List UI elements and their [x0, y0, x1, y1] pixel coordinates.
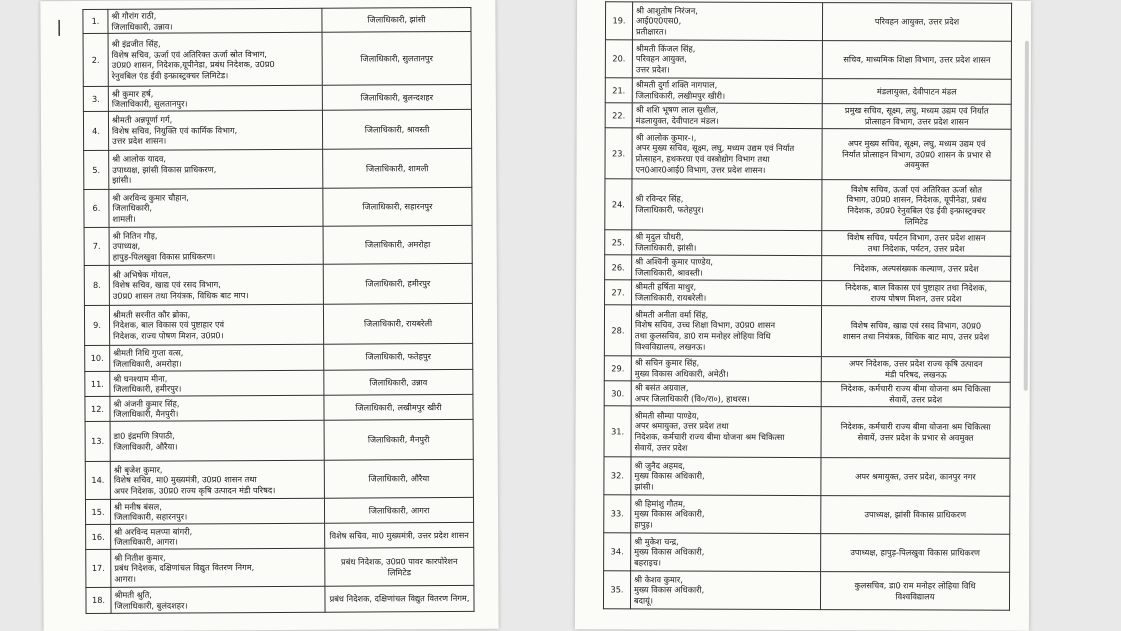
- table-row: [84, 264, 472, 306]
- serial-number-cell: 2.: [83, 34, 108, 87]
- table-row: [86, 586, 474, 614]
- officer-cell: श्रीमती सरनीत कौर ब्रोका, निदेशक, बाल विकास एवं पुष्टाहार एवं निदेशक, राज्य पोषण मिशन, उ0प्र0।: [109, 304, 323, 345]
- table-row: [83, 7, 471, 33]
- new-posting-cell: जिलाधिकारी, फतेहपुर: [324, 344, 473, 371]
- officer-cell: श्री गौरांग राठी, जिलाधिकारी, उन्नाव।: [108, 8, 322, 33]
- officer-cell: श्री रविन्दर सिंह, जिलाधिकारी, फतेहपुर।: [632, 179, 822, 231]
- new-posting-cell: जिलाधिकारी, शामली: [323, 149, 472, 189]
- table-row: [83, 85, 471, 112]
- new-posting-cell: जिलाधिकारी, लखीमपुर खीरी: [324, 395, 473, 421]
- table-row: [604, 533, 1010, 572]
- officer-cell: श्रीमती दुर्गा शक्ति नागपाल, जिलाधिकारी, लखीमपुर खीरी।: [632, 78, 822, 104]
- serial-number-cell: 34.: [604, 533, 631, 571]
- table-row: [605, 255, 1011, 281]
- table-row: [83, 32, 471, 87]
- serial-number-cell: 22.: [605, 103, 632, 128]
- table-row: [605, 103, 1011, 129]
- new-posting-cell: सचिव, माध्यमिक शिक्षा विभाग, उत्तर प्रदेश शासन: [822, 41, 1011, 80]
- table-row: [605, 230, 1011, 256]
- new-posting-cell: प्रमुख सचिव, सूक्ष्म, लघु, मध्यम उद्यम एवं निर्यात प्रोत्साहन विभाग, उत्तर प्रदेश शासन: [822, 104, 1011, 130]
- officer-cell: श्री मुकेश चन्द्र, मुख्य विकास अधिकारी, बहराइच।: [631, 533, 821, 572]
- serial-number-cell: 21.: [605, 78, 632, 103]
- table-row: [85, 344, 473, 372]
- new-posting-cell: जिलाधिकारी, झांसी: [322, 7, 471, 32]
- officer-cell: श्री नितिन गौड़, उपाध्यक्ष, हापुड़-पिलखुवा विकास प्राधिकरण।: [109, 226, 323, 265]
- officer-cell: श्रीमती अनीता वर्मा सिंह, विशेष सचिव, उच्च शिक्षा विभाग, उ0प्र0 शासन तथा कुलसचिव, डा0 राम मनोहर लोहिया विधि विश्वविद्यालय, लखनऊ।: [631, 305, 821, 357]
- new-posting-cell: जिलाधिकारी, मैनपुरी: [324, 420, 473, 461]
- table-row: [84, 188, 472, 228]
- serial-number-cell: 30.: [604, 381, 631, 406]
- table-row: [86, 523, 474, 550]
- new-posting-cell: जिलाधिकारी, सहारनपुर: [323, 188, 472, 227]
- serial-number-cell: 9.: [84, 306, 109, 346]
- table-row: [85, 370, 473, 397]
- new-posting-cell: प्रबंध निदेशक, दक्षिणांचल विद्युत वितरण निगम,: [325, 586, 474, 613]
- new-posting-cell: जिलाधिकारी, सुलतानपुर: [322, 32, 471, 86]
- page-scrollbar[interactable]: [1024, 41, 1029, 391]
- new-posting-cell: उपाध्यक्ष, झांसी विकास प्राधिकरण: [821, 496, 1010, 535]
- table-row: [85, 420, 473, 462]
- new-posting-cell: विशेष सचिव, खाद्य एवं रसद विभाग, उ0प्र0 शासन तथा नियंत्रक, विधिक बाट माप, उत्तर प्रदेश: [821, 306, 1010, 358]
- table-row: [85, 395, 473, 422]
- table-row: [85, 498, 473, 525]
- officer-cell: श्री नितीश कुमार, प्रबंध निदेशक, दक्षिणांचल विद्युत वितरण निगम, आगरा।: [111, 548, 325, 587]
- new-posting-cell: निदेशक, बाल विकास एवं पुष्टाहार तथा निदेशक, राज्य पोषण मिशन, उत्तर प्रदेश: [822, 281, 1011, 307]
- transfer-table-right: [603, 1, 1012, 610]
- table-row: [605, 128, 1011, 180]
- new-posting-cell: निदेशक, कर्मचारी राज्य बीमा योजना श्रम चिकित्सा सेवायें, उत्तर प्रदेश: [821, 382, 1010, 408]
- table-row: [605, 179, 1011, 231]
- serial-number-cell: 32.: [604, 457, 631, 495]
- new-posting-cell: जिलाधिकारी, बुलन्दशहर: [322, 85, 471, 111]
- serial-number-cell: 18.: [86, 588, 111, 614]
- officer-cell: श्री अरविन्द कुमार चौहान, जिलाधिकारी, शामली।: [109, 188, 323, 227]
- new-posting-cell: कुलसचिव, डा0 राम मनोहर लोहिया विधि विश्वविद्यालय: [820, 572, 1009, 611]
- table-row: [604, 495, 1010, 534]
- serial-number-cell: 6.: [84, 190, 109, 228]
- table-row: [604, 381, 1010, 407]
- transfer-table-left: [82, 7, 474, 614]
- officer-cell: श्रीमती निधि गुप्ता वत्स, जिलाधिकारी, अमरोहा।: [110, 344, 324, 371]
- officer-cell: श्री केशव कुमार, मुख्य विकास अधिकारी, बदायूं।: [630, 571, 820, 610]
- new-posting-cell: जिलाधिकारी, आगरा: [324, 498, 473, 524]
- serial-number-cell: 14.: [85, 462, 110, 500]
- new-posting-cell: जिलाधिकारी, औरैया: [324, 460, 473, 499]
- officer-cell: श्री मनीष बंसल, जिलाधिकारी, सहारनपुर।: [110, 498, 324, 524]
- officer-cell: श्री बसंत अग्रवाल, अपर जिलाधिकारी (वि०/रा०), हाथरस।: [631, 381, 821, 407]
- table-row: [85, 460, 473, 500]
- new-posting-cell: मंडलायुक्त, देवीपाटन मंडल: [822, 79, 1011, 105]
- officer-cell: श्रीमती सौम्या पाण्डेय, अपर श्रमायुक्त, उत्तर प्रदेश तथा निदेशक, कर्मचारी राज्य बीमा योजना श्रम चिकित्सा सेवायें, उत्तर प्रदेश: [631, 406, 821, 458]
- officer-cell: डा0 इंद्रमणि त्रिपाठी, जिलाधिकारी, औरैया।: [110, 420, 324, 461]
- officer-cell: श्री अश्विनी कुमार पाण्डेय, जिलाधिकारी, श्रावस्ती।: [632, 255, 822, 281]
- new-posting-cell: विशेष सचिव, पर्यटन विभाग, उत्तर प्रदेश शासन तथा निदेशक, पर्यटन, उत्तर प्रदेश: [822, 231, 1011, 257]
- new-posting-cell: प्रबंध निदेशक, उ0प्र0 पावर कारपोरेशन लिमिटेड: [325, 548, 474, 587]
- officer-cell: श्री सचिन कुमार सिंह, मुख्य विकास अधिकारी, अमेठी।: [631, 356, 821, 382]
- officer-cell: श्री जुनैद अहमद, मुख्य विकास अधिकारी, झांसी।: [631, 457, 821, 496]
- margin-mark: |: [56, 17, 62, 37]
- officer-cell: श्रीमती अन्नपूर्णा गर्ग, विशेष सचिव, नियुक्ति एवं कार्मिक विभाग, उत्तर प्रदेश शासन।: [108, 110, 322, 150]
- serial-number-cell: 29.: [604, 356, 631, 381]
- table-row: [84, 226, 472, 266]
- table-row: [83, 110, 471, 151]
- table-row: [604, 305, 1010, 357]
- table-row: [605, 40, 1011, 79]
- table-row: [605, 78, 1011, 104]
- new-posting-cell: परिवहन आयुक्त, उत्तर प्रदेश: [822, 3, 1011, 42]
- officer-cell: श्रीमती श्रुति, जिलाधिकारी, बुलंदशहर।: [111, 586, 325, 613]
- serial-number-cell: 17.: [86, 550, 111, 588]
- serial-number-cell: 35.: [603, 571, 630, 609]
- officer-cell: श्री अंजनी कुमार सिंह, जिलाधिकारी, मैनपुरी।: [110, 395, 324, 421]
- new-posting-cell: निदेशक, कर्मचारी राज्य बीमा योजना श्रम चिकित्सा सेवायें, उत्तर प्रदेश के प्रभार से अवमुक्त: [821, 407, 1010, 459]
- table-row: [86, 548, 474, 588]
- officer-cell: श्री आलोक कुमार-।, अपर मुख्य सचिव, सूक्ष्म, लघु, मध्यम उद्यम एवं निर्यात प्रोत्साहन, हथकरघा एवं वस्त्रोद्योग विभाग तथा एन0आर0आई0 विभाग, उत्तर प्रदेश शासन।: [632, 128, 822, 180]
- new-posting-cell: उपाध्यक्ष, हापुड़-पिलखुवा विकास प्राधिकरण: [821, 534, 1010, 573]
- new-posting-cell: अपर मुख्य सचिव, सूक्ष्म, लघु, मध्यम उद्यम एवं निर्यात प्रोत्साहन विभाग, उ0प्र0 शासन के प्रभार से अवमुक्त: [822, 129, 1011, 181]
- new-posting-cell: अपर निदेशक, उत्तर प्रदेश राज्य कृषि उत्पादन मंडी परिषद, लखनऊ: [821, 357, 1010, 383]
- table-row: [605, 2, 1011, 41]
- serial-number-cell: 23.: [605, 128, 632, 179]
- serial-number-cell: 31.: [604, 406, 631, 457]
- officer-cell: श्री इंद्रजीत सिंह, विशेष सचिव, ऊर्जा एवं अतिरिक्त ऊर्जा स्रोत विभाग, उ0प्र0 शासन, निदेशक,यूपीनेडा, प्रबंध निदेशक, उ0प्र0 रेनुवबिल एंड ईवी इन्फ्रास्ट्रक्चर लिमिटेड।: [108, 32, 322, 86]
- serial-number-cell: 20.: [605, 40, 632, 78]
- new-posting-cell: जिलाधिकारी, उन्नाव: [324, 370, 473, 396]
- table-row: [604, 457, 1010, 496]
- serial-number-cell: 16.: [86, 525, 111, 550]
- serial-number-cell: 27.: [605, 280, 632, 305]
- table-row: [604, 406, 1010, 458]
- officer-cell: श्री हिमांशु गौतम, मुख्य विकास अधिकारी, हापुड़।: [631, 495, 821, 534]
- serial-number-cell: 26.: [605, 255, 632, 280]
- table-row: [603, 571, 1009, 610]
- officer-cell: श्री कुमार हर्ष, जिलाधिकारी, सुलतानपुर।: [108, 85, 322, 111]
- table-row: [604, 356, 1010, 382]
- serial-number-cell: 24.: [605, 179, 632, 230]
- serial-number-cell: 11.: [85, 372, 110, 397]
- new-posting-cell: विशेष सचिव, मा0 मुख्यमंत्री, उत्तर प्रदेश शासन: [325, 523, 474, 549]
- serial-number-cell: 10.: [85, 346, 110, 372]
- new-posting-cell: विशेष सचिव, ऊर्जा एवं अतिरिक्त ऊर्जा स्रोत विभाग, उ0प्र0 शासन, निदेशक, यूपीनेडा, प्रबंध निदेशक, उ0प्र0 रेनुवबिल एंड ईवी इन्फ्रास्ट्रक्चर लिमिटेड: [822, 180, 1011, 232]
- serial-number-cell: 33.: [604, 495, 631, 533]
- officer-cell: श्रीमती हर्षिता माथुर, जिलाधिकारी, रायबरेली।: [632, 280, 822, 306]
- serial-number-cell: 25.: [605, 230, 632, 255]
- serial-number-cell: 3.: [83, 87, 108, 112]
- officer-cell: श्रीमती किंजल सिंह, परिवहन आयुक्त, उत्तर प्रदेश।: [632, 40, 822, 79]
- serial-number-cell: 5.: [84, 151, 109, 190]
- new-posting-cell: अपर श्रमायुक्त, उत्तर प्रदेश, कानपुर नगर: [821, 458, 1010, 497]
- table-row: [84, 149, 472, 190]
- serial-number-cell: 7.: [84, 228, 109, 266]
- officer-cell: श्री अरविन्द मलप्पा बांगरी, जिलाधिकारी, आगरा।: [111, 523, 325, 549]
- officer-cell: श्री आशुतोष निरंजन, आई0ए0एस0, प्रतीक्षारत।: [632, 2, 822, 41]
- serial-number-cell: 28.: [604, 305, 631, 356]
- officer-cell: श्री मृदुल चौधरी, जिलाधिकारी, झांसी।: [632, 230, 822, 256]
- new-posting-cell: जिलाधिकारी, रायबरेली: [323, 304, 472, 345]
- new-posting-cell: जिलाधिकारी, हमीरपुर: [323, 264, 472, 305]
- serial-number-cell: 1.: [83, 9, 108, 33]
- left-document-page: [40, 0, 498, 631]
- serial-number-cell: 4.: [83, 112, 108, 151]
- table-row: [605, 280, 1011, 306]
- new-posting-cell: निदेशक, अल्पसंख्यक कल्याण, उत्तर प्रदेश: [822, 256, 1011, 282]
- officer-cell: श्री आलोक यादव, उपाध्यक्ष, झांसी विकास प्राधिकरण, झांसी।: [109, 149, 323, 189]
- table-row: [84, 304, 472, 346]
- serial-number-cell: 12.: [85, 397, 110, 422]
- serial-number-cell: 13.: [85, 422, 110, 462]
- officer-cell: श्री अभिषेक गोयल, विशेष सचिव, खाद्य एवं रसद विभाग, उ0प्र0 शासन तथा नियंत्रक, विधिक बाट माप।: [109, 264, 323, 305]
- officer-cell: श्री घनश्याम मीना, जिलाधिकारी, हमीरपुर।: [110, 370, 324, 396]
- serial-number-cell: 15.: [85, 500, 110, 525]
- serial-number-cell: 8.: [84, 266, 109, 306]
- new-posting-cell: जिलाधिकारी, अमरोहा: [323, 226, 472, 265]
- officer-cell: श्री शशि भूषण लाल सुशील, मंडलायुक्त, देवीपाटन मंडल।: [632, 103, 822, 129]
- officer-cell: श्री बृजेश कुमार, विशेष सचिव, मा0 मुख्यमंत्री, उ0प्र0 शासन तथा अपर निदेशक, उ0प्र0 राज्य कृषि उत्पादन मंडी परिषद।: [110, 460, 324, 499]
- serial-number-cell: 19.: [605, 2, 632, 40]
- right-document-page: [575, 0, 1031, 631]
- new-posting-cell: जिलाधिकारी, श्रावस्ती: [322, 110, 471, 150]
